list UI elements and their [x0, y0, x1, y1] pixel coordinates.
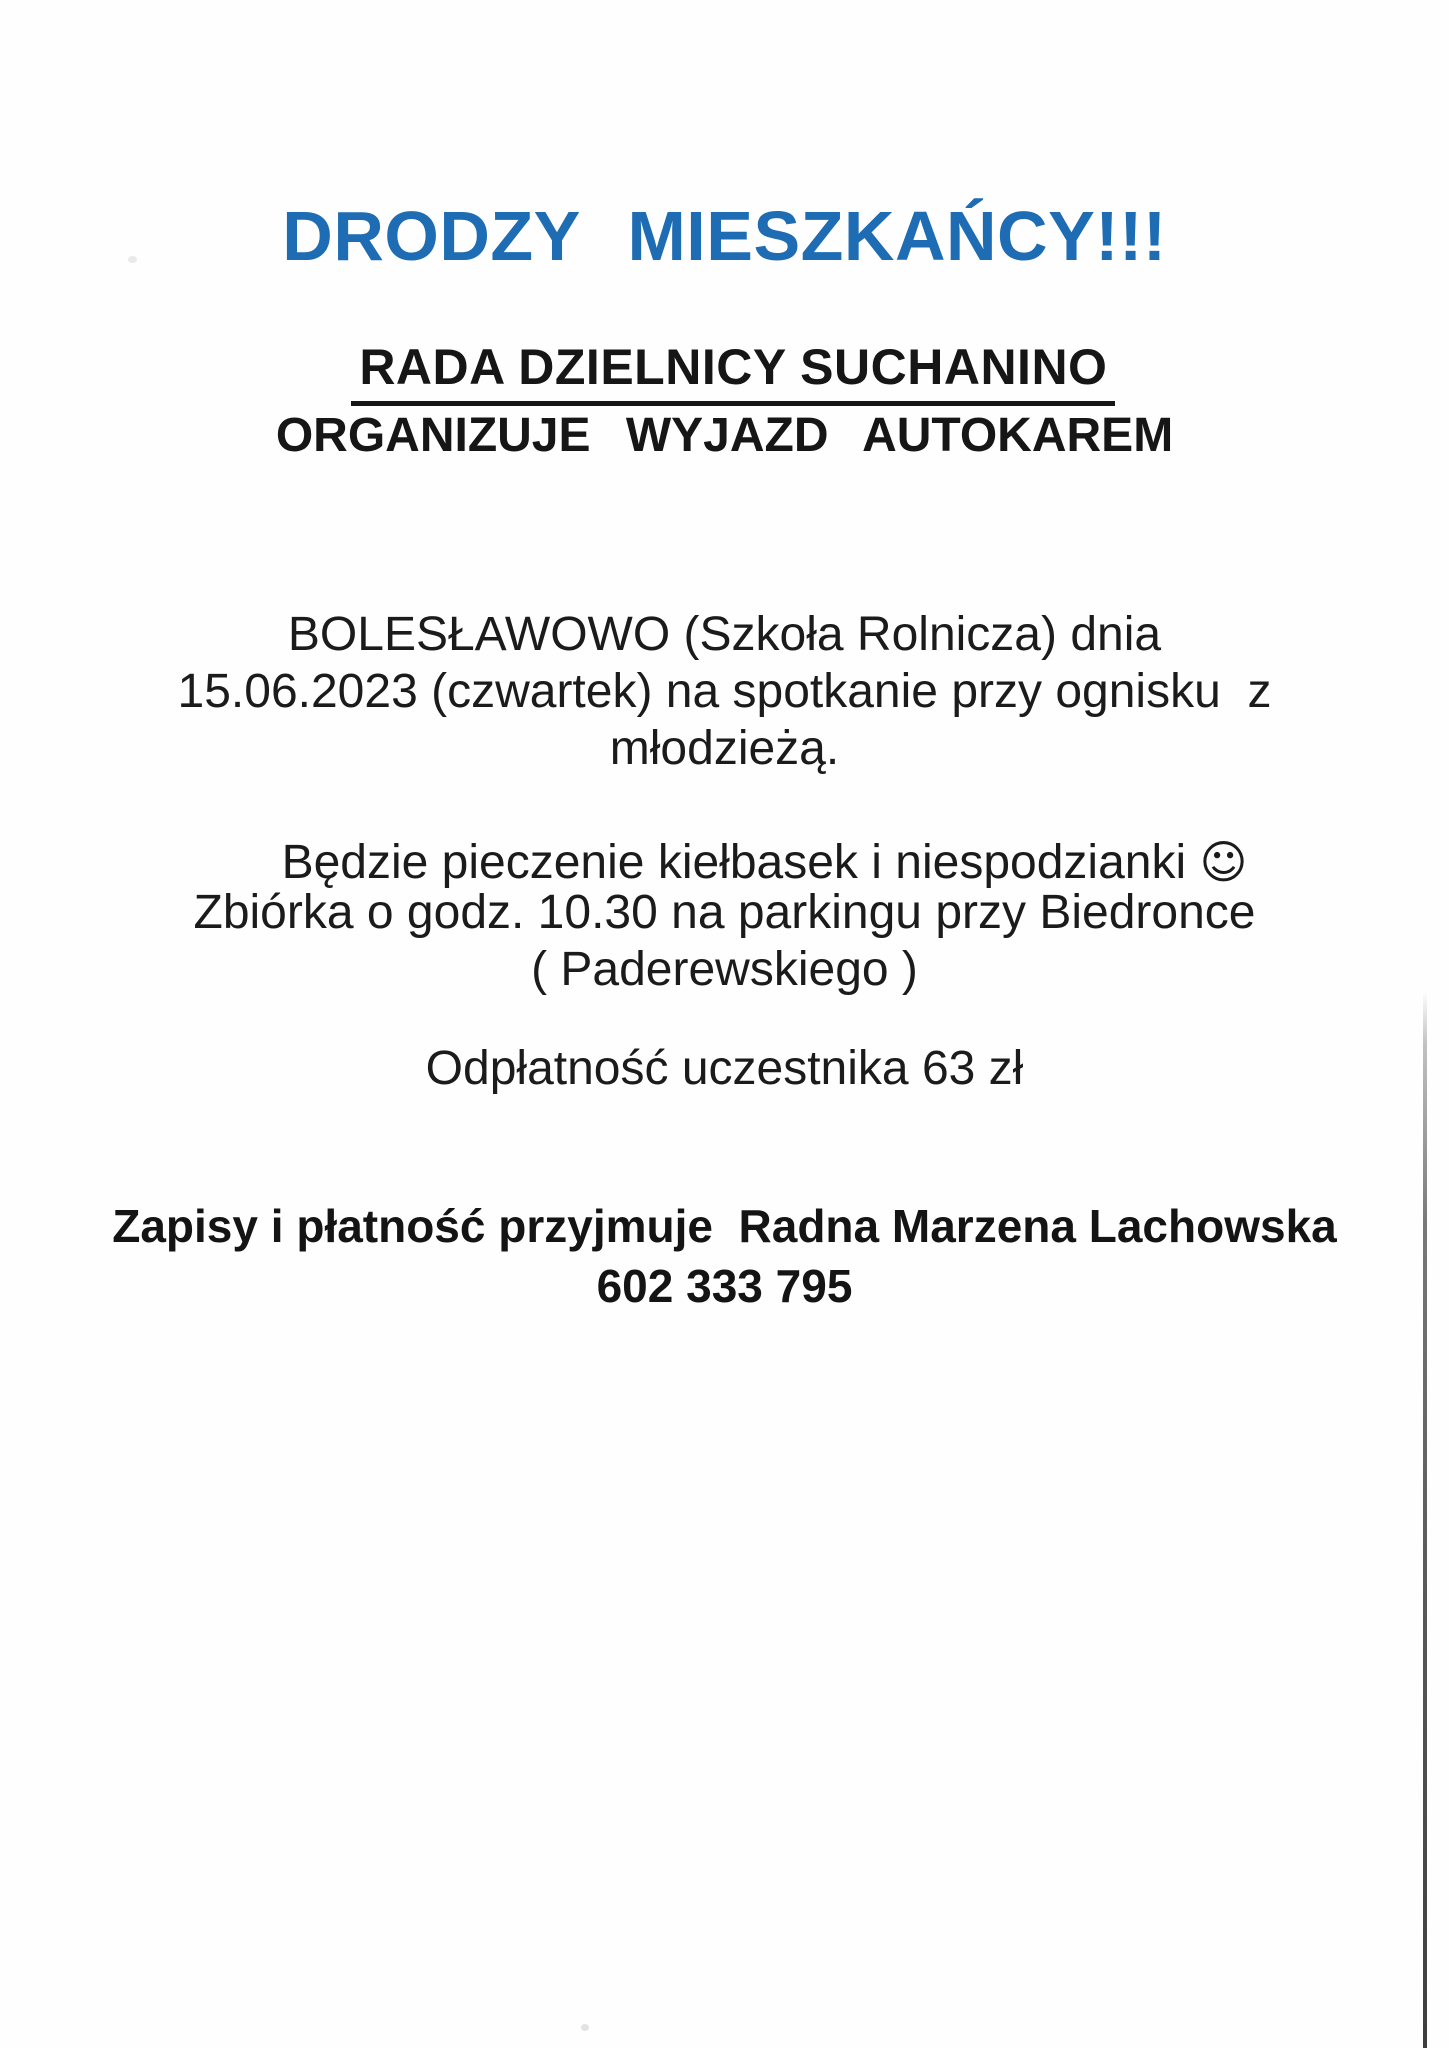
trip-date-line: 15.06.2023 (czwartek) na spotkanie przy ognisku z	[177, 665, 1272, 718]
attraction-text: Będzie pieczenie kiełbasek i niespodzianki	[281, 836, 1200, 889]
price-paragraph	[0, 1040, 1449, 1097]
price-line: Odpłatność uczestnika 63 zł	[425, 1042, 1024, 1095]
meeting-street-line: ( Paderewskiego )	[531, 943, 918, 996]
page-title: DRODZY MIESZKAŃCY!!!	[282, 197, 1167, 275]
organizer-heading: RADA DZIELNICY SUCHANINO	[351, 338, 1115, 406]
event-heading: ORGANIZUJE WYJAZD AUTOKAREM	[275, 409, 1174, 462]
scan-speck	[128, 256, 137, 263]
signup-paragraph	[0, 1196, 1449, 1316]
scan-edge-artifact	[1423, 992, 1427, 2048]
scan-speck	[581, 2024, 589, 2031]
meeting-time-line: Zbiórka o godz. 10.30 na parkingu przy Biedronce	[193, 886, 1256, 939]
trip-youth-line: młodzieżą.	[609, 722, 840, 775]
meeting-point-paragraph	[0, 884, 1449, 998]
trip-destination-line: BOLESŁAWOWO (Szkoła Rolnicza) dnia	[287, 608, 1162, 661]
signup-phone-number: 602 333 795	[596, 1260, 853, 1312]
smiley-icon: ☺	[1199, 835, 1248, 889]
signup-contact-line: Zapisy i płatność przyjmuje Radna Marzena Lachowska	[112, 1200, 1337, 1252]
